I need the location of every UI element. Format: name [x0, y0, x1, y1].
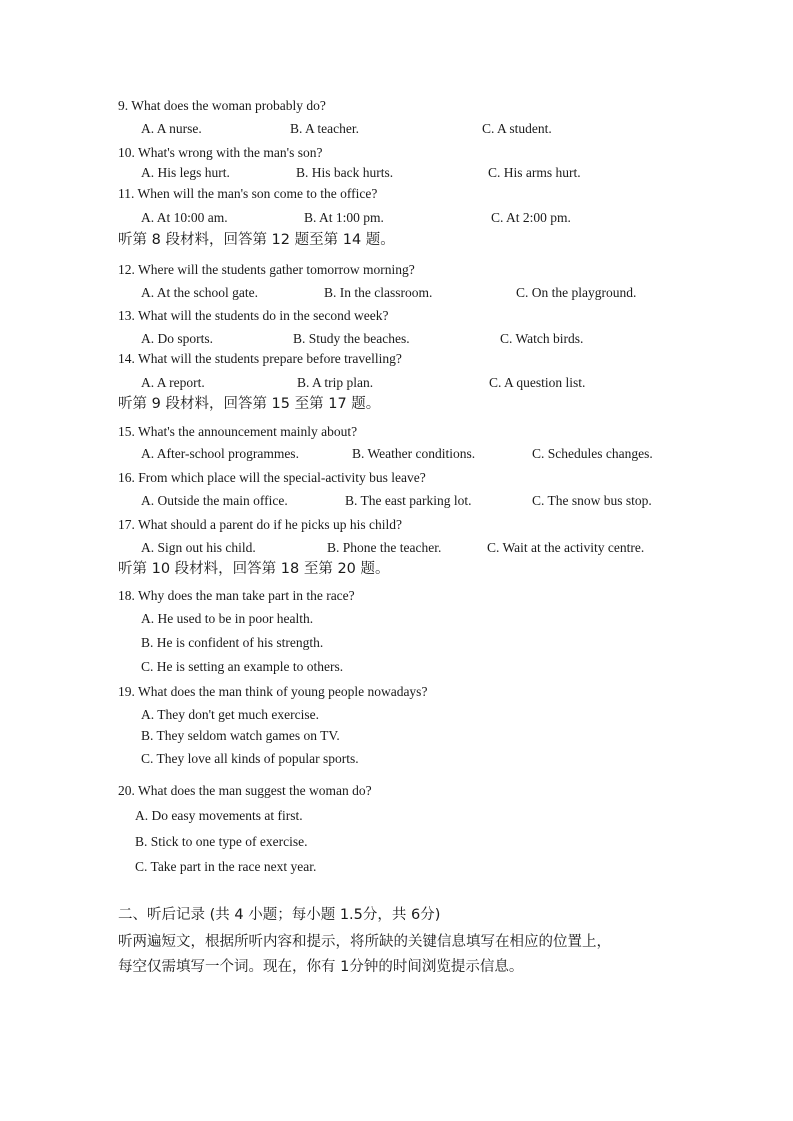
question-10-option-c: C. His arms hurt. [488, 165, 581, 180]
question-9-option-a: A. A nurse. [141, 121, 202, 136]
question-12-option-c: C. On the playground. [516, 285, 637, 300]
question-19-option-a: A. They don't get much exercise. [141, 707, 320, 722]
question-18-stem: 18. Why does the man take part in the race? [118, 588, 355, 603]
question-14-option-b: B. A trip plan. [297, 375, 374, 390]
question-13-option-c: C. Watch birds. [500, 331, 584, 346]
question-17-option-a: A. Sign out his child. [141, 540, 256, 555]
question-16-stem: 16. From which place will the special-activity bus leave? [118, 470, 426, 485]
question-12-stem: 12. Where will the students gather tomorrow morning? [118, 262, 415, 277]
question-12-option-a: A. At the school gate. [141, 285, 258, 300]
question-19-option-b: B. They seldom watch games on TV. [141, 728, 340, 743]
question-17-option-c: C. Wait at the activity centre. [487, 540, 645, 555]
question-17-stem: 17. What should a parent do if he picks up his child? [118, 517, 402, 532]
question-20-stem: 20. What does the man suggest the woman do? [118, 783, 372, 798]
question-19-stem: 19. What does the man think of young people nowadays? [118, 684, 428, 699]
question-20-option-a: A. Do easy movements at first. [135, 808, 303, 823]
question-12-option-b: B. In the classroom. [324, 285, 433, 300]
question-16-option-c: C. The snow bus stop. [532, 493, 652, 508]
question-11-option-a: A. At 10:00 am. [141, 210, 228, 225]
question-14-option-c: C. A question list. [489, 375, 586, 390]
question-16-option-b: B. The east parking lot. [345, 493, 472, 508]
question-15-option-a: A. After-school programmes. [141, 446, 299, 461]
question-13-stem: 13. What will the students do in the second week? [118, 308, 389, 323]
section-10-heading: 听第 10 段材料，回答第 18 至第 20 题。 [118, 561, 390, 577]
question-10-stem: 10. What's wrong with the man's son? [118, 145, 323, 160]
section-8-heading: 听第 8 段材料，回答第 12 题至第 14 题。 [118, 232, 395, 248]
question-15-option-c: C. Schedules changes. [532, 446, 653, 461]
question-18-option-a: A. He used to be in poor health. [141, 611, 314, 626]
question-11-option-b: B. At 1:00 pm. [304, 210, 384, 225]
question-9-option-c: C. A student. [482, 121, 552, 136]
question-11-stem: 11. When will the man's son come to the office? [118, 186, 378, 201]
question-17-option-b: B. Phone the teacher. [327, 540, 442, 555]
question-19-option-c: C. They love all kinds of popular sports. [141, 751, 359, 766]
part-2-instruction-line-1: 听两遍短文，根据所听内容和提示，将所缺的关键信息填写在相应的位置上， [118, 934, 611, 950]
question-18-option-c: C. He is setting an example to others. [141, 659, 344, 674]
question-11-option-c: C. At 2:00 pm. [491, 210, 571, 225]
question-20-option-b: B. Stick to one type of exercise. [135, 834, 308, 849]
question-14-option-a: A. A report. [141, 375, 205, 390]
question-9-option-b: B. A teacher. [290, 121, 359, 136]
question-13-option-a: A. Do sports. [141, 331, 214, 346]
question-18-option-b: B. He is confident of his strength. [141, 635, 324, 650]
question-10-option-a: A. His legs hurt. [141, 165, 230, 180]
question-20-option-c: C. Take part in the race next year. [135, 859, 317, 874]
question-14-stem: 14. What will the students prepare before travelling? [118, 351, 402, 366]
part-2-instruction-line-2: 每空仅需填写一个词。现在，你有 1分钟的时间浏览提示信息。 [118, 959, 524, 975]
section-9-heading: 听第 9 段材料，回答第 15 至第 17 题。 [118, 396, 381, 412]
question-13-option-b: B. Study the beaches. [293, 331, 410, 346]
question-10-option-b: B. His back hurts. [296, 165, 394, 180]
question-15-option-b: B. Weather conditions. [352, 446, 476, 461]
part-2-heading: 二、听后记录 (共 4 小题；每小题 1.5分，共 6分) [118, 907, 441, 923]
question-15-stem: 15. What's the announcement mainly about? [118, 424, 358, 439]
question-16-option-a: A. Outside the main office. [141, 493, 288, 508]
question-9-stem: 9. What does the woman probably do? [118, 98, 326, 113]
